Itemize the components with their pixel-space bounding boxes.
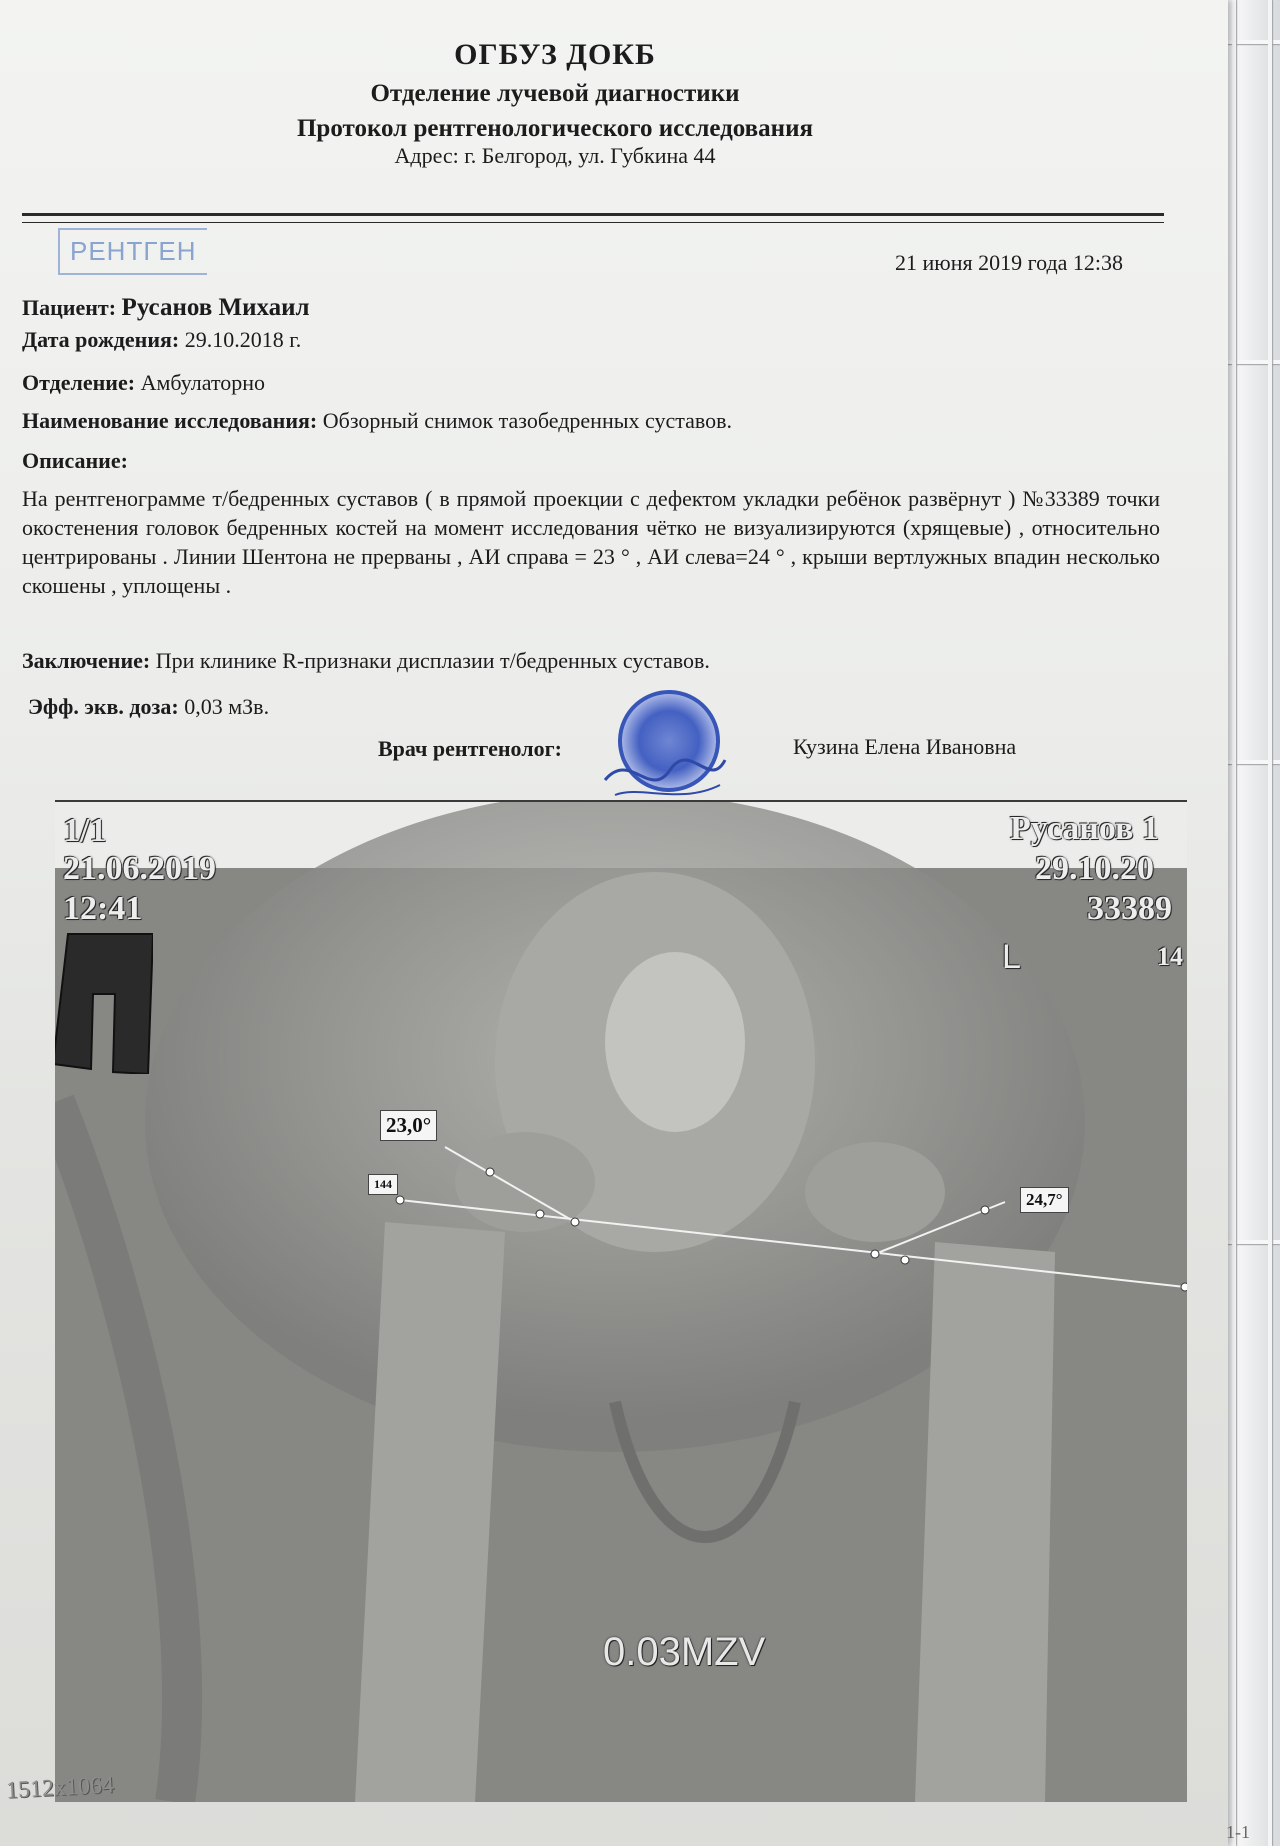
dose-value: 0,03 мЗв. [184, 694, 270, 719]
study-line [22, 408, 732, 434]
xray-edge-number: 14 [1157, 942, 1183, 971]
xray-dob-short: 29.10.20 [1035, 850, 1154, 887]
dept-value: Амбулаторно [140, 370, 266, 395]
image-size-label: 1512x1064 [5, 1772, 115, 1804]
conclusion-line [22, 648, 710, 674]
xray-patient-short: Русанов 1 [1010, 810, 1159, 847]
angle-label-right: 23,0° [380, 1110, 437, 1141]
dose-line [28, 694, 269, 720]
angle-label-left: 24,7° [1020, 1187, 1069, 1213]
dob-line [22, 327, 301, 353]
header-divider-thin [22, 222, 1164, 223]
patient-name: Русанов Михаил [121, 294, 310, 321]
conclusion-text: При клинике R-признаки дисплазии т/бедренных суставов. [155, 648, 710, 673]
department-title: Отделение лучевой диагностики [370, 80, 740, 107]
gonad-shield-icon [55, 924, 153, 1074]
xray-image [55, 800, 1187, 1802]
dob-value: 29.10.2018 г. [184, 327, 302, 352]
doctor-label: Врач рентгенолог: [378, 736, 562, 761]
wire-rack-post [1232, 0, 1236, 1846]
xray-date: 21.06.2019 [63, 850, 216, 887]
description-text: На рентгенограмме т/бедренных суставов ( в прямой проекции с дефектом укладки ребёнок развёрнут ) №33389 точки окостенения головок бедренных костей на момент исследования чётко не визуализируются (хрящевые) , относительно центрированы . Линии Шентона не прерваны , АИ справа = 23 ° , АИ слева=24 ° , крыши вертлужных впадин несколько скошены , уплощены . [22, 486, 1160, 598]
protocol-title: Протокол рентгенологического исследования [296, 115, 814, 142]
doctor-name: Кузина Елена Ивановна [793, 734, 1017, 759]
corner-mark: 1-1 [1226, 1822, 1250, 1842]
xray-frame-number: 1/1 [63, 812, 107, 849]
patient-line [22, 294, 310, 322]
org-title: ОГБУЗ ДОКБ [454, 38, 656, 71]
patient-label: Пациент: [22, 295, 117, 320]
dose-label: Эфф. экв. доза: [28, 694, 179, 719]
address-line: Адрес: г. Белгород, ул. Губкина 44 [394, 143, 716, 168]
study-label: Наименование исследования: [22, 408, 318, 433]
conclusion-label: Заключение: [22, 648, 151, 673]
dob-label: Дата рождения: [22, 327, 180, 352]
xray-study-number: 33389 [1087, 890, 1172, 927]
xray-side-marker: L [1002, 938, 1021, 976]
xray-dose-overlay: 0.03MZV [603, 1630, 766, 1674]
report-date: 21 июня 2019 года 12:38 [895, 250, 1124, 275]
xray-time: 12:41 [63, 890, 143, 927]
study-value: Обзорный снимок тазобедренных суставов. [322, 408, 733, 433]
description-label: Описание: [22, 448, 128, 473]
header-divider [22, 213, 1164, 216]
rentgen-stamp: РЕНТГЕН [58, 228, 207, 275]
marker-label-small: 144 [368, 1174, 398, 1195]
wire-rack-post [1268, 0, 1272, 1846]
dept-label: Отделение: [22, 370, 136, 395]
department-line [22, 370, 265, 396]
